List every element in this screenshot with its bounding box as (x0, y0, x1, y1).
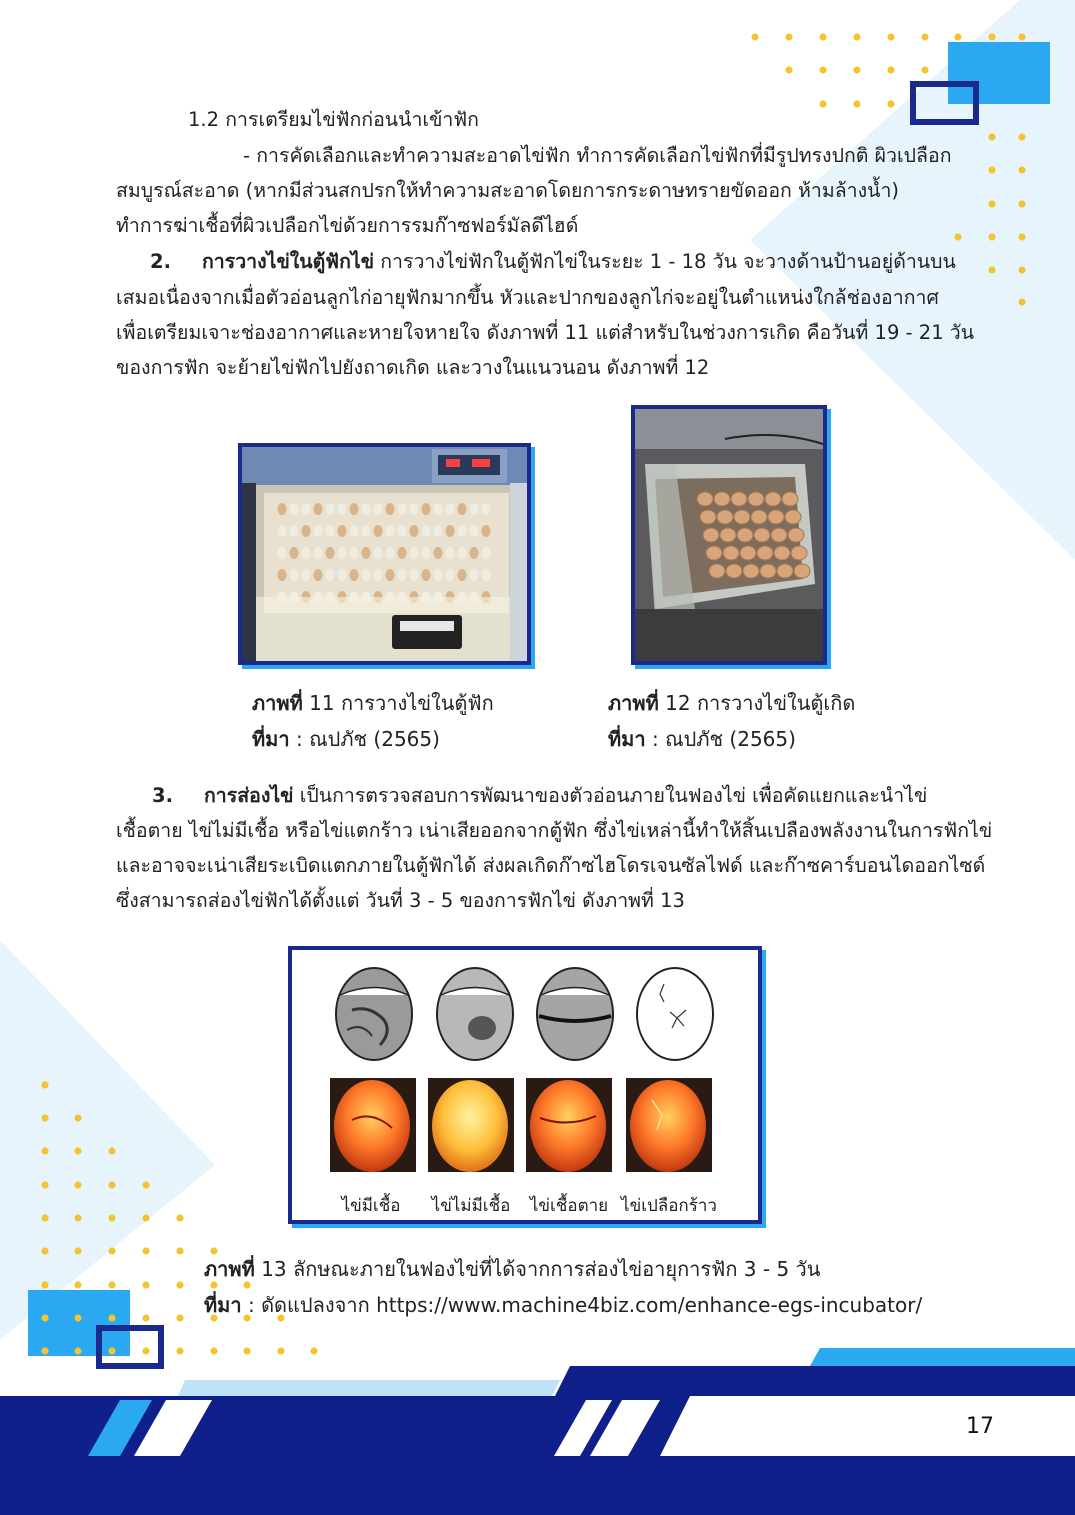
section-3-line-2: และอาจจะเน่าเสียระเบิดแตกภายในตู้ฟักได้ ส่งผลเกิดก๊าซไฮโดรเจนซัลไฟด์ และก๊าซคาร์บอนไดออกไซด์ (116, 854, 986, 877)
fertile-egg-drawing (336, 968, 412, 1060)
figure-11-source-label: ที่มา (252, 727, 290, 751)
section-2-first-line-text: การวางไข่ฟักในตู้ฟักไข่ในระยะ 1 - 18 วัน จะวางด้านป้านอยู่ด้านบน (374, 250, 956, 273)
section-2-line-2: เพื่อเตรียมเจาะช่องอากาศและหายใจหายใจ ดังภาพที่ 11 แต่สำหรับในช่วงการเกิด คือวันที่ 19 - 21 วัน (116, 321, 975, 344)
candled-cracked-photo (626, 1078, 712, 1172)
page-number: 17 (966, 1414, 994, 1439)
egg-candling-diagram (292, 950, 758, 1220)
section-2-title: การวางไข่ในตู้ฟักไข่ (201, 250, 375, 273)
figure-12-caption (608, 686, 855, 720)
figure-12-source-text: : ณปภัช (2565) (645, 727, 796, 751)
figure-11-text: 11 การวางไข่ในตู้ฟัก (302, 691, 494, 715)
candled-dead-embryo-photo (526, 1078, 612, 1172)
figure-13-caption (204, 1252, 820, 1286)
section-1-2-line-2: สมบูรณ์สะอาด (หากมีส่วนสกปรกให้ทำความสะอาดโดยการกระดาษทรายขัดออก ห้ามล้างน้ำ) (116, 179, 899, 202)
section-2-line-1: เสมอเนื่องจากเมื่อตัวอ่อนลูกไก่อายุฟักมากขึ้น หัวและปากของลูกไก่จะอยู่ในตำแหน่งใกล้ช่องอากาศ (116, 286, 939, 309)
hatching-tray-photo (631, 405, 827, 665)
egg-label-dead-embryo: ไข่เชื้อตาย (529, 1196, 609, 1216)
candled-fertile-photo (330, 1078, 416, 1172)
figure-13-text: 13 ลักษณะภายในฟองไข่ที่ได้จากการส่องไข่อายุการฟัก 3 - 5 วัน (254, 1257, 821, 1281)
egg-label-cracked: ไข่เปลือกร้าว (621, 1196, 717, 1216)
figure-13-source (204, 1288, 922, 1322)
figure-12-text: 12 การวางไข่ในตู้เกิด (658, 691, 856, 715)
egg-label-infertile: ไข่ไม่มีเชื้อ (431, 1196, 511, 1216)
section-1-2-line-3: ทำการฆ่าเชื้อที่ผิวเปลือกไข่ด้วยการรมก๊าซฟอร์มัลดีไฮด์ (116, 214, 579, 237)
candled-infertile-photo (428, 1078, 514, 1172)
section-2-first-line (150, 248, 956, 276)
section-1-2-heading: 1.2 การเตรียมไข่ฟักก่อนนำเข้าฟัก (188, 108, 479, 131)
section-3-title: การส่องไข่ (203, 784, 294, 807)
egg-label-fertile: ไข่มีเชื้อ (341, 1196, 401, 1216)
figure-11-label: ภาพที่ (252, 691, 303, 715)
section-1-2-line-1: - การคัดเลือกและทำความสะอาดไข่ฟัก ทำการคัดเลือกไข่ฟักที่มีรูปทรงปกติ ผิวเปลือก (243, 144, 952, 167)
section-3-line-3: ซึ่งสามารถส่องไข่ฟักได้ตั้งแต่ วันที่ 3 - 5 ของการฟักไข่ ดังภาพที่ 13 (116, 889, 685, 912)
section-3-number: 3. (152, 784, 173, 807)
infertile-egg-drawing (437, 968, 513, 1060)
figure-12-source-label: ที่มา (608, 727, 646, 751)
section-3-first-line-text: เป็นการตรวจสอบการพัฒนาของตัวอ่อนภายในฟองไข่ เพื่อคัดแยกและนำไข่ (293, 784, 928, 807)
section-3-line-1: เชื้อตาย ไข่ไม่มีเชื้อ หรือไข่แตกร้าว เน่าเสียออกจากตู้ฟัก ซึ่งไข่เหล่านี้ทำให้สิ้นเปลืองพลังงานในการฟักไข่ (116, 819, 993, 842)
figure-13-source-text: : ดัดแปลงจาก https://www.machine4biz.com/enhance-egs-incubator/ (241, 1293, 923, 1317)
cracked-egg-drawing (637, 968, 713, 1060)
section-2-line-3: ของการฟัก จะย้ายไข่ฟักไปยังถาดเกิด และวางในแนวนอน ดังภาพที่ 12 (116, 356, 710, 379)
figure-13-label: ภาพที่ (204, 1257, 255, 1281)
section-3-first-line (152, 782, 927, 810)
section-2-number: 2. (150, 250, 171, 273)
figure-11-source-text: : ณปภัช (2565) (289, 727, 440, 751)
figure-11-caption (252, 686, 494, 720)
egg-candling-figure (288, 946, 762, 1224)
incubator-photo (238, 443, 531, 665)
figure-12-source (608, 722, 796, 756)
dead-embryo-egg-drawing (537, 968, 613, 1060)
figure-13-source-label: ที่มา (204, 1293, 242, 1317)
figure-11-source (252, 722, 440, 756)
figure-12-label: ภาพที่ (608, 691, 659, 715)
